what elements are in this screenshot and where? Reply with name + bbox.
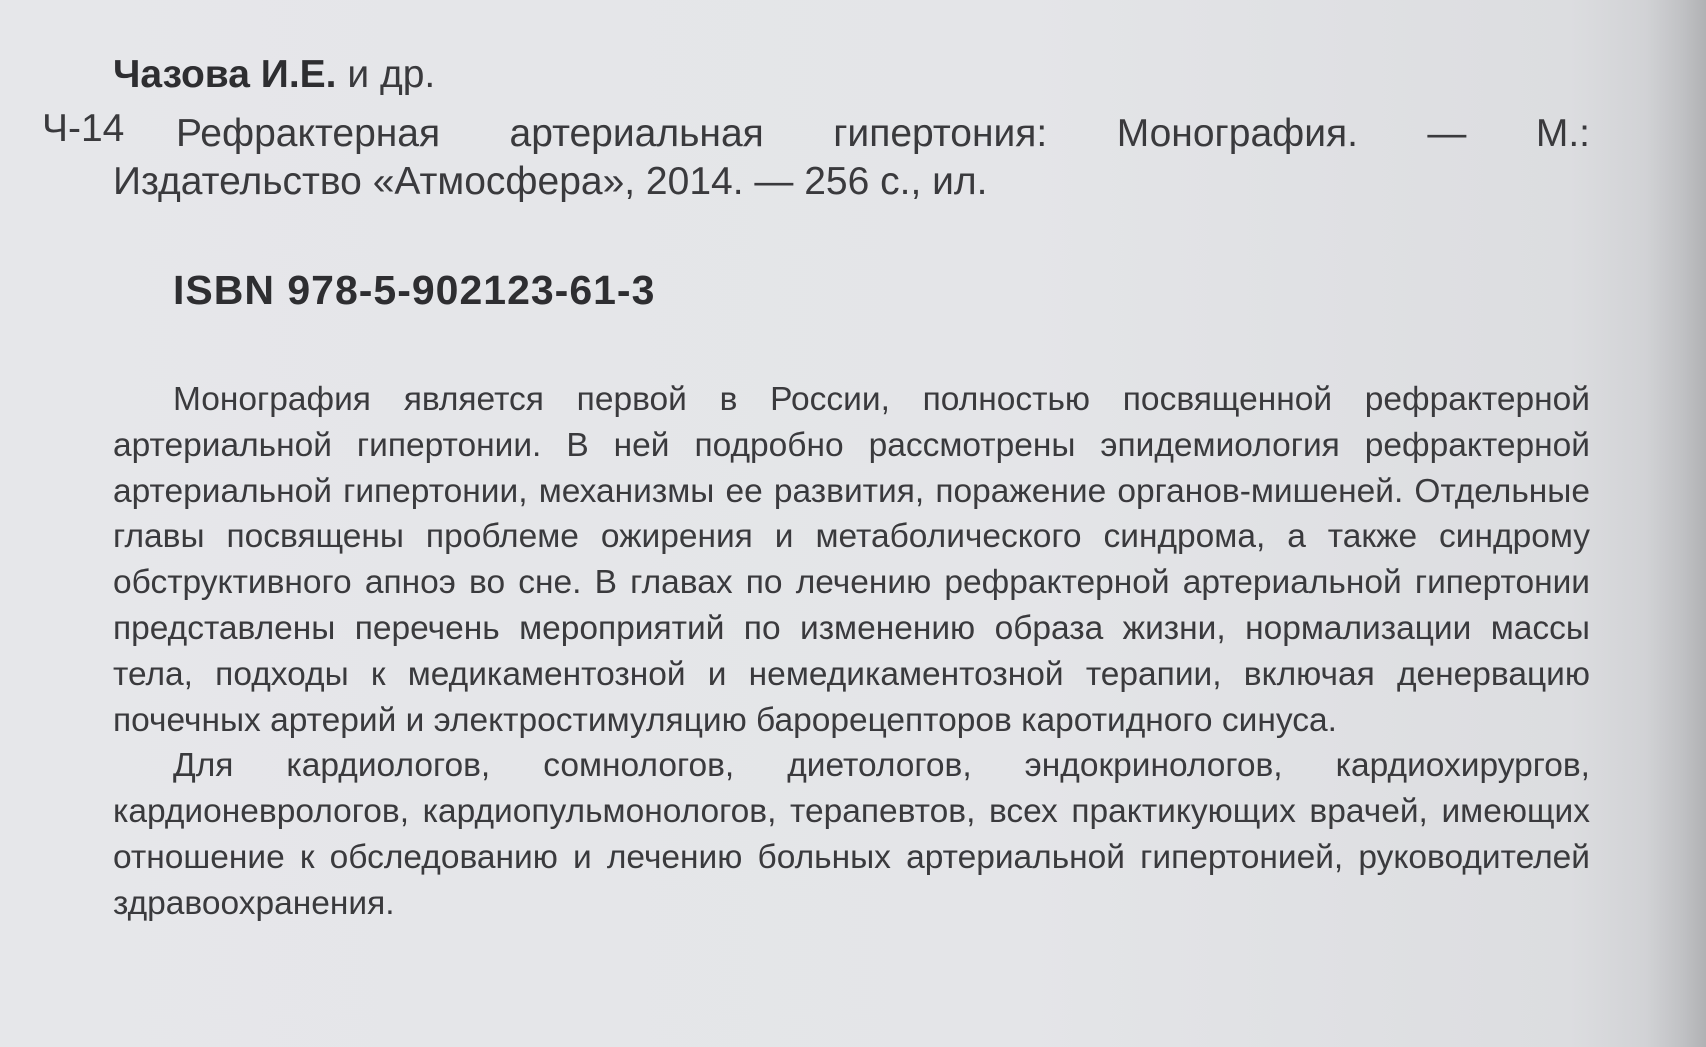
page-spine-shadow	[1646, 0, 1706, 1047]
abstract-paragraph-1: Монография является первой в России, полностью посвященной рефрактерной артериальной гипертонии. В ней подробно рассмотрены эпидемиология рефрактерной артериальной гипертонии, механизмы ее развития, поражение органов-мишеней. Отдельные главы посвящены проблеме ожирения и метаболического синдрома, а также синдрому обструктивного апноэ во сне. В главах по лечению рефрактерной артериальной гипертонии представлены перечень мероприятий по изменению образа жизни, нормализации массы тела, подходы к медикаментозной и немедикаментозной терапии, включая денервацию почечных артерий и электростимуляцию барорецепторов каротидного синуса.	[113, 381, 1590, 739]
author-line	[113, 52, 435, 98]
isbn: ISBN 978-5-902123-61-3	[173, 267, 656, 313]
abstract	[113, 377, 1590, 927]
title-line-2: Издательство «Атмосфера», 2014. — 256 с., ил.	[113, 160, 988, 203]
library-index: Ч-14	[42, 107, 125, 150]
title-line-1: Рефрактерная артериальная гипертония: Монография. — М.:	[176, 112, 1590, 155]
abstract-paragraph-2: Для кардиологов, сомнологов, диетологов, эндокринологов, кардиохирургов, кардионеврологов, кардиопульмонологов, терапевтов, всех практикующих врачей, имеющих отношение к обследованию и лечению больных артериальной гипертонией, руководителей здравоохранения.	[113, 747, 1590, 922]
author-name: Чазова И.Е.	[113, 53, 337, 96]
author-suffix: и др.	[347, 53, 436, 96]
